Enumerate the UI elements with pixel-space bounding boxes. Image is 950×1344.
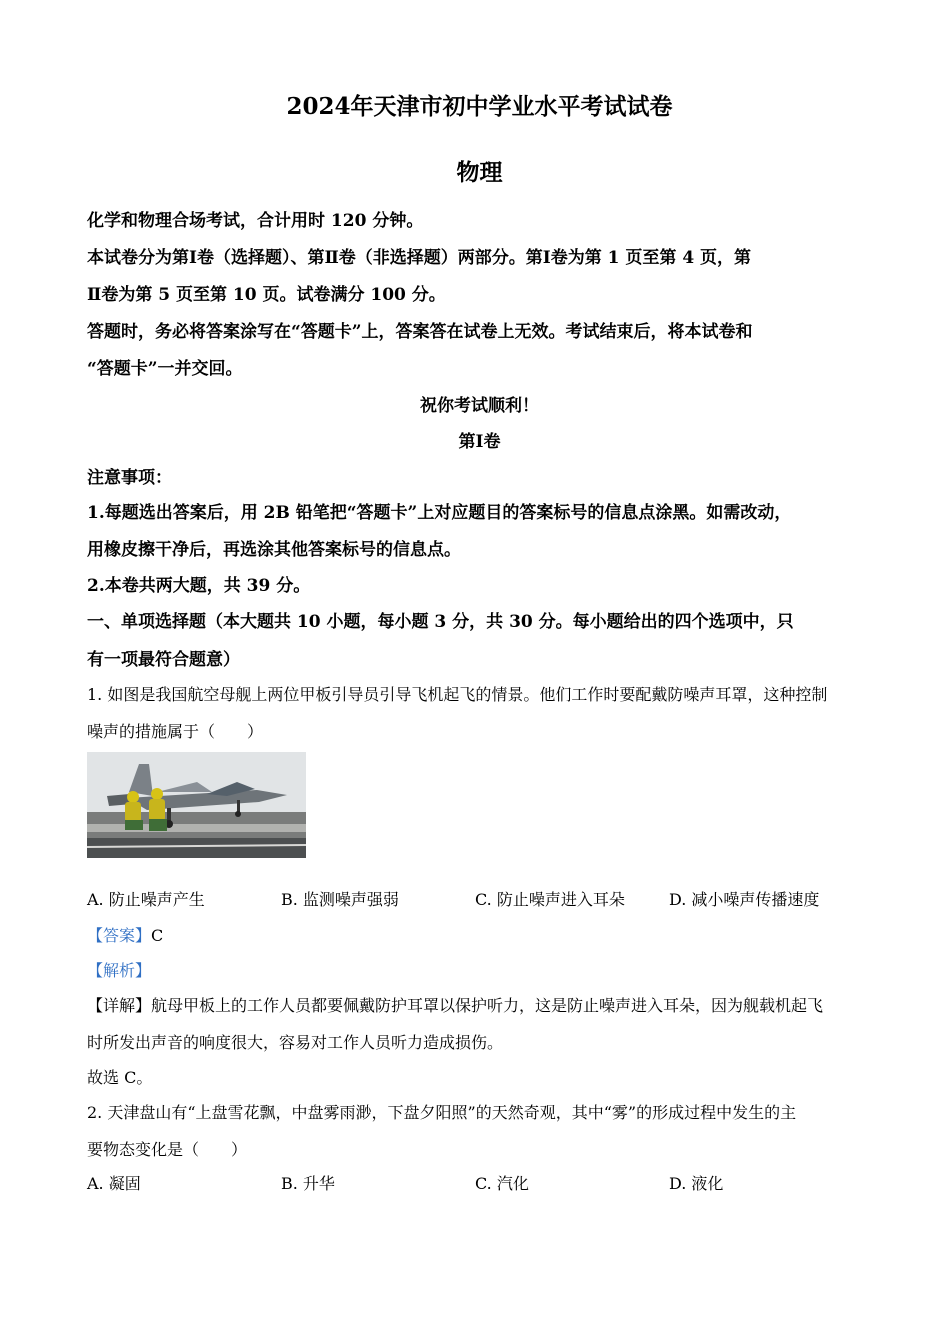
answer-label: 【答案】 [87, 926, 152, 945]
volume-heading: 第Ⅰ卷 [458, 432, 501, 452]
note-1-line-1: 1.每题选出答案后，用 2B 铅笔把“答题卡”上对应题目的答案标号的信息点涂黑。如需改动， [87, 503, 792, 523]
answer-value: C [151, 926, 164, 945]
q1-detail-line-2: 时所发出声音的响度很大，容易对工作人员听力造成损伤。 [87, 1033, 504, 1052]
intro-line-2: 本试卷分为第Ⅰ卷（选择题）、第Ⅱ卷（非选择题）两部分。第Ⅰ卷为第 1 页至第 4 页，第 [87, 248, 752, 268]
exam-title: 2024年天津市初中学业水平考试试卷 [286, 93, 673, 120]
q2-option-a: A. 凝固 [87, 1174, 141, 1193]
q2-option-c: C. 汽化 [475, 1174, 529, 1193]
q2-option-b: B. 升华 [281, 1174, 335, 1193]
section-heading-line-1: 一、单项选择题（本大题共 10 小题，每小题 3 分，共 30 分。每小题给出的四个选项中，只 [87, 612, 794, 632]
q1-option-a: A. 防止噪声产生 [87, 890, 205, 909]
q2-option-d: D. 液化 [669, 1174, 724, 1193]
intro-line-4: 答题时，务必将答案涂写在“答题卡”上，答案答在试卷上无效。考试结束后，将本试卷和 [87, 322, 753, 342]
notes-heading: 注意事项： [87, 468, 172, 488]
jet-and-crew-illustration [87, 752, 306, 858]
detail-label: 【详解】 [87, 996, 152, 1015]
q1-detail-line-1 [87, 995, 823, 1017]
note-2: 2.本卷共两大题，共 39 分。 [87, 576, 311, 596]
q1-option-b: B. 监测噪声强弱 [281, 890, 399, 909]
note-1-line-2: 用橡皮擦干净后，再选涂其他答案标号的信息点。 [87, 540, 461, 560]
q1-option-c: C. 防止噪声进入耳朵 [475, 890, 625, 909]
intro-line-1: 化学和物理合场考试，合计用时 120 分钟。 [87, 211, 424, 231]
q1-option-d: D. 减小噪声传播速度 [669, 890, 820, 909]
q1-conclusion: 故选 C。 [87, 1068, 153, 1087]
analysis-label: 【解析】 [87, 961, 152, 980]
q1-answer-line [87, 925, 163, 947]
aircraft-carrier-deck-photo-icon [87, 752, 306, 858]
subject-title: 物理 [456, 159, 503, 186]
q1-stem-line-2: 噪声的措施属于（ ） [87, 722, 264, 741]
intro-line-3: Ⅱ卷为第 5 页至第 10 页。试卷满分 100 分。 [87, 285, 446, 305]
wish-text: 祝你考试顺利！ [420, 396, 539, 416]
q2-stem-line-2: 要物态变化是（ ） [87, 1140, 248, 1159]
detail-text-1: 航母甲板上的工作人员都要佩戴防护耳罩以保护听力，这是防止噪声进入耳朵，因为舰载机起飞 [151, 996, 824, 1015]
section-heading-line-2: 有一项最符合题意） [87, 650, 240, 670]
intro-line-5: “答题卡”一并交回。 [87, 359, 243, 379]
q2-stem-line-1: 2. 天津盘山有“上盘雪花飘，中盘雾雨渺，下盘夕阳照”的天然奇观，其中“雾”的形成过程中发生的主 [87, 1103, 797, 1122]
q1-stem-line-1: 1. 如图是我国航空母舰上两位甲板引导员引导飞机起飞的情景。他们工作时要配戴防噪声耳罩，这种控制 [87, 685, 828, 704]
